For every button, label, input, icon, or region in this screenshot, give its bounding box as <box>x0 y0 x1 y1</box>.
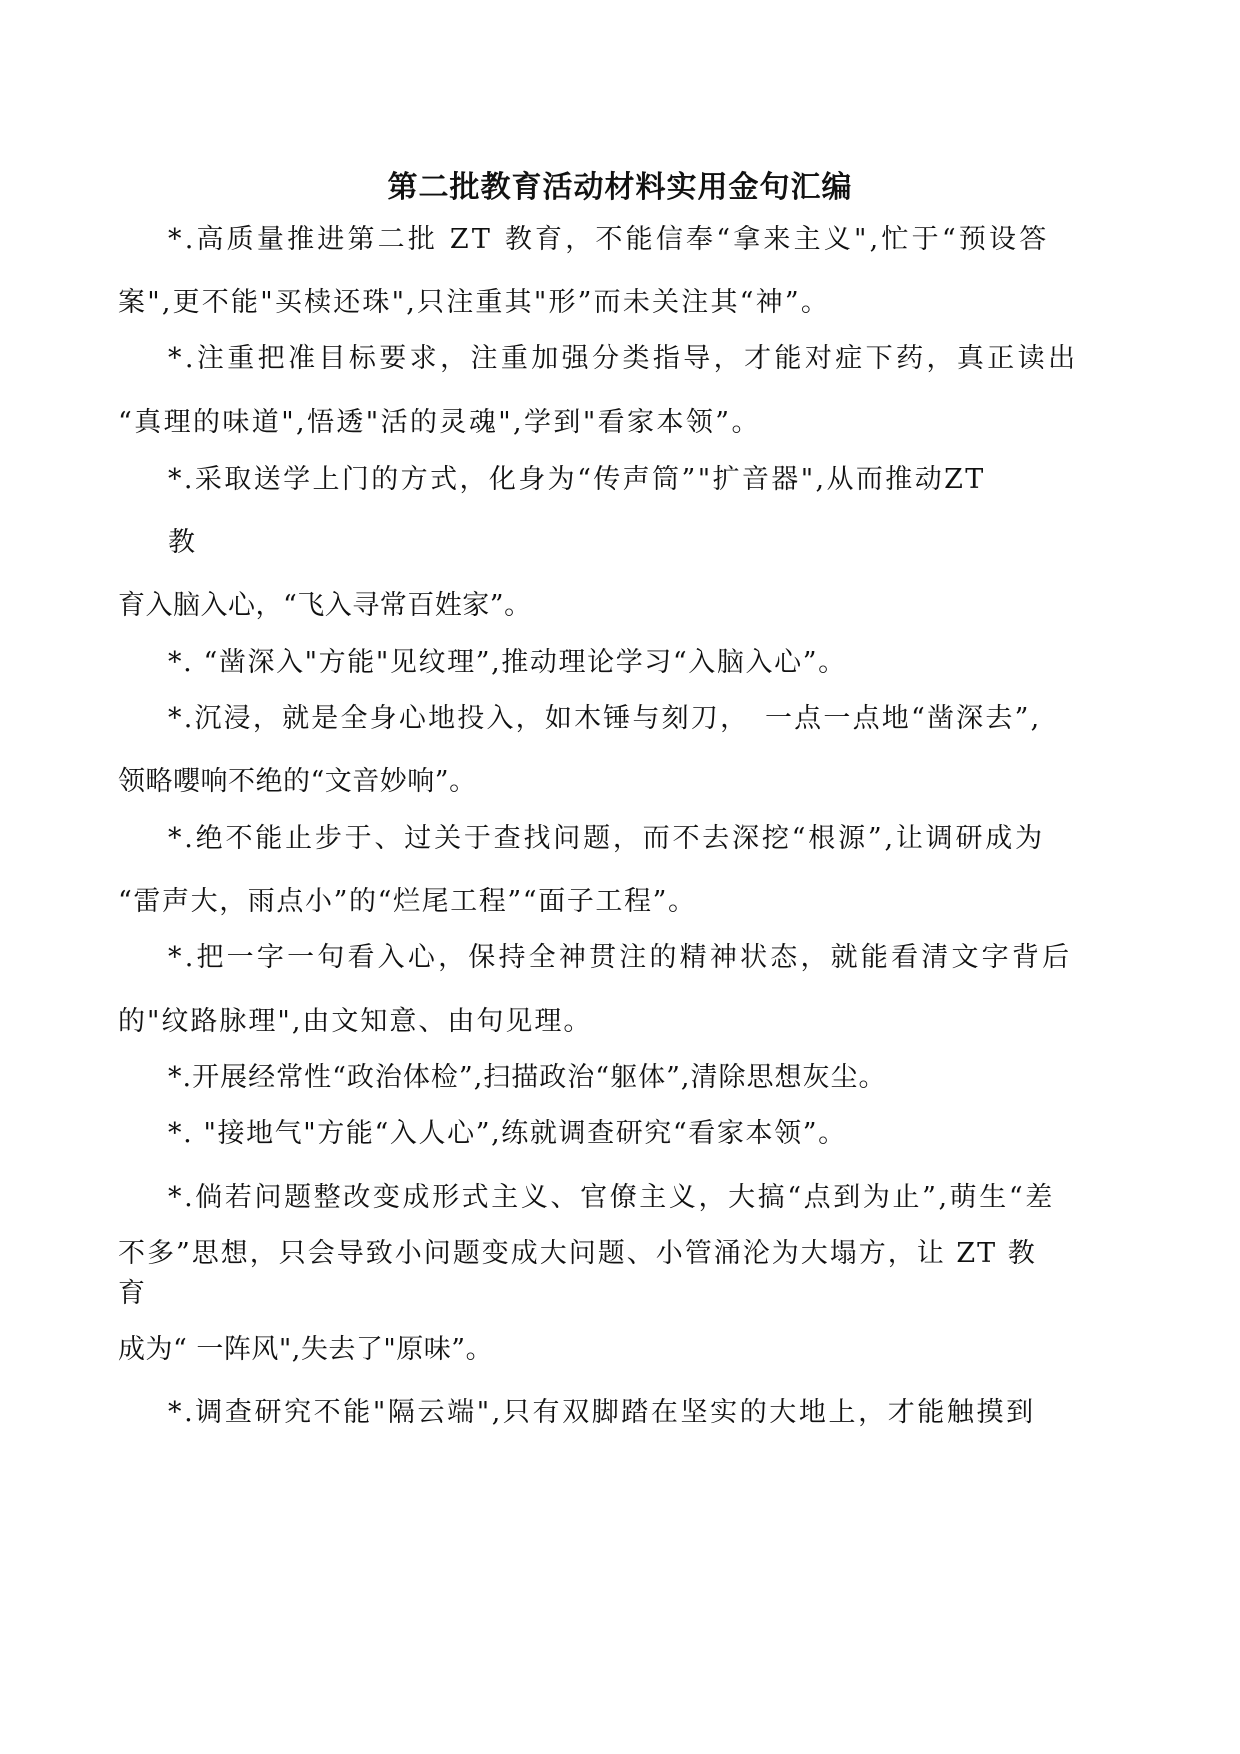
text-line: *.倘若问题整改变成形式主义、官僚主义，大搞“点到为止”,萌生“差 <box>168 1182 1055 1213</box>
text-line: *.高质量推进第二批 ZT 教育，不能信奉“拿来主义",忙于“预设答 <box>168 224 1050 255</box>
text-line: 教 <box>168 527 195 558</box>
text-line: “雷声大，雨点小”的“烂尾工程”“面子工程”。 <box>118 886 697 917</box>
text-line: *.开展经常性“政治体检”,扫描政治“躯体”,清除思想灰尘。 <box>168 1062 887 1093</box>
document-title: 第二批教育活动材料实用金句汇编 <box>387 170 853 205</box>
text-line: *.沉浸，就是全身心地投入，如木锤与刻刀， 一点一点地“凿深去”, <box>168 703 1042 734</box>
text-line: *.把一字一句看入心，保持全神贯注的精神状态，就能看清文字背后 <box>168 942 1073 973</box>
text-line: *.采取送学上门的方式，化身为“传声筒”"扩音器",从而推动ZT <box>168 464 986 495</box>
text-line: 的"纹路脉理",由文知意、由句见理。 <box>118 1006 593 1037</box>
text-line: 案",更不能"买椟还珠",只注重其"形”而未关注其“神”。 <box>118 287 831 318</box>
text-line: 领略嚶响不绝的“文音妙响”。 <box>118 766 477 797</box>
text-line: “真理的味道",悟透"活的灵魂",学到"看家本领”。 <box>118 407 761 438</box>
text-line: 成为“ 一阵风",失去了"原味”。 <box>118 1334 494 1365</box>
text-line: 育入脑入心，“飞入寻常百姓家”。 <box>118 590 532 621</box>
text-line: 育 <box>118 1278 145 1309</box>
text-line: *. “凿深入"方能"见纹理”,推动理论学习“入脑入心”。 <box>168 647 847 678</box>
text-line: *.绝不能止步于、过关于查找问题，而不去深挖“根源”,让调研成为 <box>168 823 1045 854</box>
text-line: 不多”思想，只会导致小问题变成大问题、小管涌沦为大塌方，让 ZT 教 <box>118 1238 1037 1269</box>
text-line: *.注重把准目标要求，注重加强分类指导，才能对症下药，真正读出 <box>168 343 1079 374</box>
text-line: *.调查研究不能"隔云端",只有双脚踏在坚实的大地上，才能触摸到 <box>168 1397 1036 1428</box>
text-line: *. "接地气"方能“入人心”,练就调查研究“看家本领”。 <box>168 1118 847 1149</box>
